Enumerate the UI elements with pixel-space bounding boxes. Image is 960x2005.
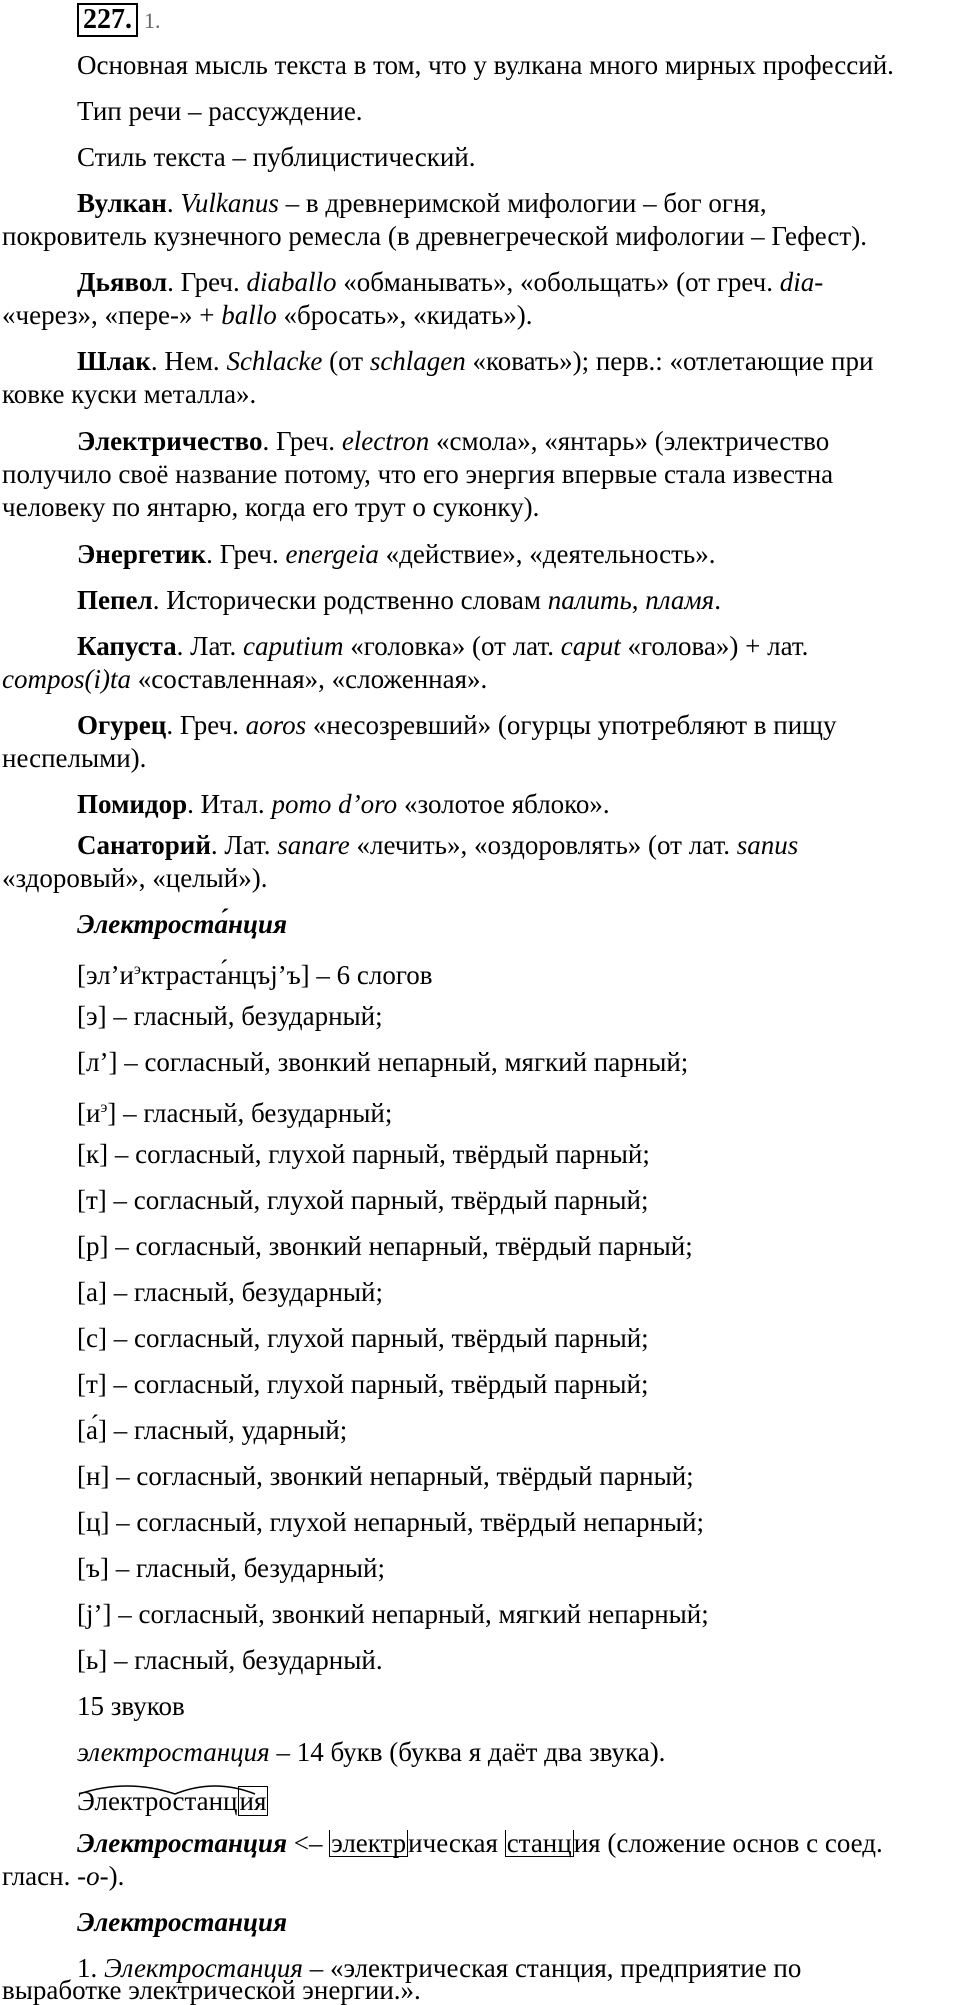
stem-stants: станц [506,1828,572,1858]
letter-count: электростанция – 14 букв (буква я даёт два звука). [77,1737,666,1767]
sound-item: [с] – согласный, глухой парный, твёрдый парный; [77,1323,649,1353]
sound-item: [j’] – согласный, звонкий непарный, мягкий непарный; [77,1599,709,1629]
etym-dyavol-line1: Дьявол. Греч. diaballo «обманывать», «обольщать» (от греч. dia- [77,267,824,297]
stem-electr: электр [331,1828,407,1858]
word-formation-line2: гласн. -о-). [2,1861,125,1891]
lexical-line1: 1. Электростанция – «электрическая станция, предприятие по [77,1953,802,1983]
etym-ogurets-line1: Огурец. Греч. aoros «несозревший» (огурцы употребляют в пищу [77,710,837,740]
etym-ogurets-line2: неспелыми). [2,743,147,773]
sound-item: [л’] – согласный, звонкий непарный, мягкий парный; [77,1047,689,1077]
morph-root-1: Электро [77,1786,173,1816]
etym-sanatoriy-line1: Санаторий. Лат. sanare «лечить», «оздоровлять» (от лат. sanus [77,830,799,860]
etym-electricity-line3: человеку по янтарю, когда его трут о суконку). [2,492,540,522]
etym-kapusta-line1: Капуста. Лат. caputium «головка» (от лат. caput «голова») + лат. [77,631,809,661]
speech-type: Тип речи – рассуждение. [77,96,363,126]
etym-sanatoriy-line2: «здоровый», «целый»). [2,863,268,893]
lexical-line2: выработке электрической энергии.». [2,1975,421,2005]
sound-count: 15 звуков [77,1691,185,1721]
phonetic-heading: Электроста́нция [77,909,287,939]
sound-item: [ъ] – гласный, безударный; [77,1553,385,1583]
lexical-heading: Электростанция [77,1907,287,1937]
sound-item: [а́] – гласный, ударный; [77,1415,348,1445]
morphemic-analysis [77,1776,297,1820]
etym-energetik: Энергетик. Греч. energeia «действие», «деятельность». [77,539,716,569]
sub-number: 1. [144,8,161,33]
exercise-header [77,2,161,38]
etym-pomidor: Помидор. Итал. pomo d’oro «золотое яблоко». [77,789,610,819]
morph-root-2: станц [172,1786,238,1816]
etym-electricity-line1: Электричество. Греч. electron «смола», «янтарь» (электричество [77,426,830,456]
etym-shlak-line2: ковке куски металла». [2,379,257,409]
sound-item: [к] – согласный, глухой парный, твёрдый парный; [77,1139,650,1169]
main-idea: Основная мысль текста в том, что у вулкана много мирных профессий. [77,50,894,80]
etym-vulkan-line1: Вулкан. Vulkanus – в древнеримской мифологии – бог огня, [77,188,767,218]
sound-item: [т] – согласный, глухой парный, твёрдый парный; [77,1369,649,1399]
sound-item: [н] – согласный, звонкий непарный, твёрдый парный; [77,1461,694,1491]
sound-item: $[и^э]$ – гласный, безударный; [77,1098,393,1128]
sound-item: [ь] – гласный, безударный. [77,1645,383,1675]
etym-pepel: Пепел. Исторически родственно словам палить, пламя. [77,585,721,615]
sound-item: [ц] – согласный, глухой непарный, твёрдый непарный; [77,1507,705,1537]
sound-item: [р] – согласный, звонкий непарный, твёрдый парный; [77,1231,693,1261]
sound-item: [э] – гласный, безударный; [77,1001,383,1031]
etym-term: Вулкан [77,188,167,218]
etym-electricity-line2: получило своё название потому, что его энергия впервые стала известна [2,459,834,489]
sound-item: [т] – согласный, глухой парный, твёрдый парный; [77,1185,649,1215]
phonetic-transcription: $[эл’и^эктраста́нцъj’ъ] - 6$ слогов [77,960,433,990]
etym-shlak-line1: Шлак. Нем. Schlacke (от schlagen «ковать»); перв.: «отлетающие при [77,346,874,376]
sound-item: [а] – гласный, безударный; [77,1277,384,1307]
text-style: Стиль текста – публицистический. [77,142,476,172]
exercise-number: 227. [77,3,138,37]
etym-vulkan-line2: покровитель кузнечного ремесла (в древнегреческой мифологии – Гефест). [2,221,867,251]
etym-kapusta-line2: compos(i)ta «составленная», «сложенная». [2,664,488,694]
etym-dyavol-line2: «через», «пере-» + ballo «бросать», «кидать»). [2,300,533,330]
morph-ending: ия [239,1786,267,1816]
word-formation-line1: Электростанция <– электрическая станция (сложение основ с соед. [77,1828,883,1858]
